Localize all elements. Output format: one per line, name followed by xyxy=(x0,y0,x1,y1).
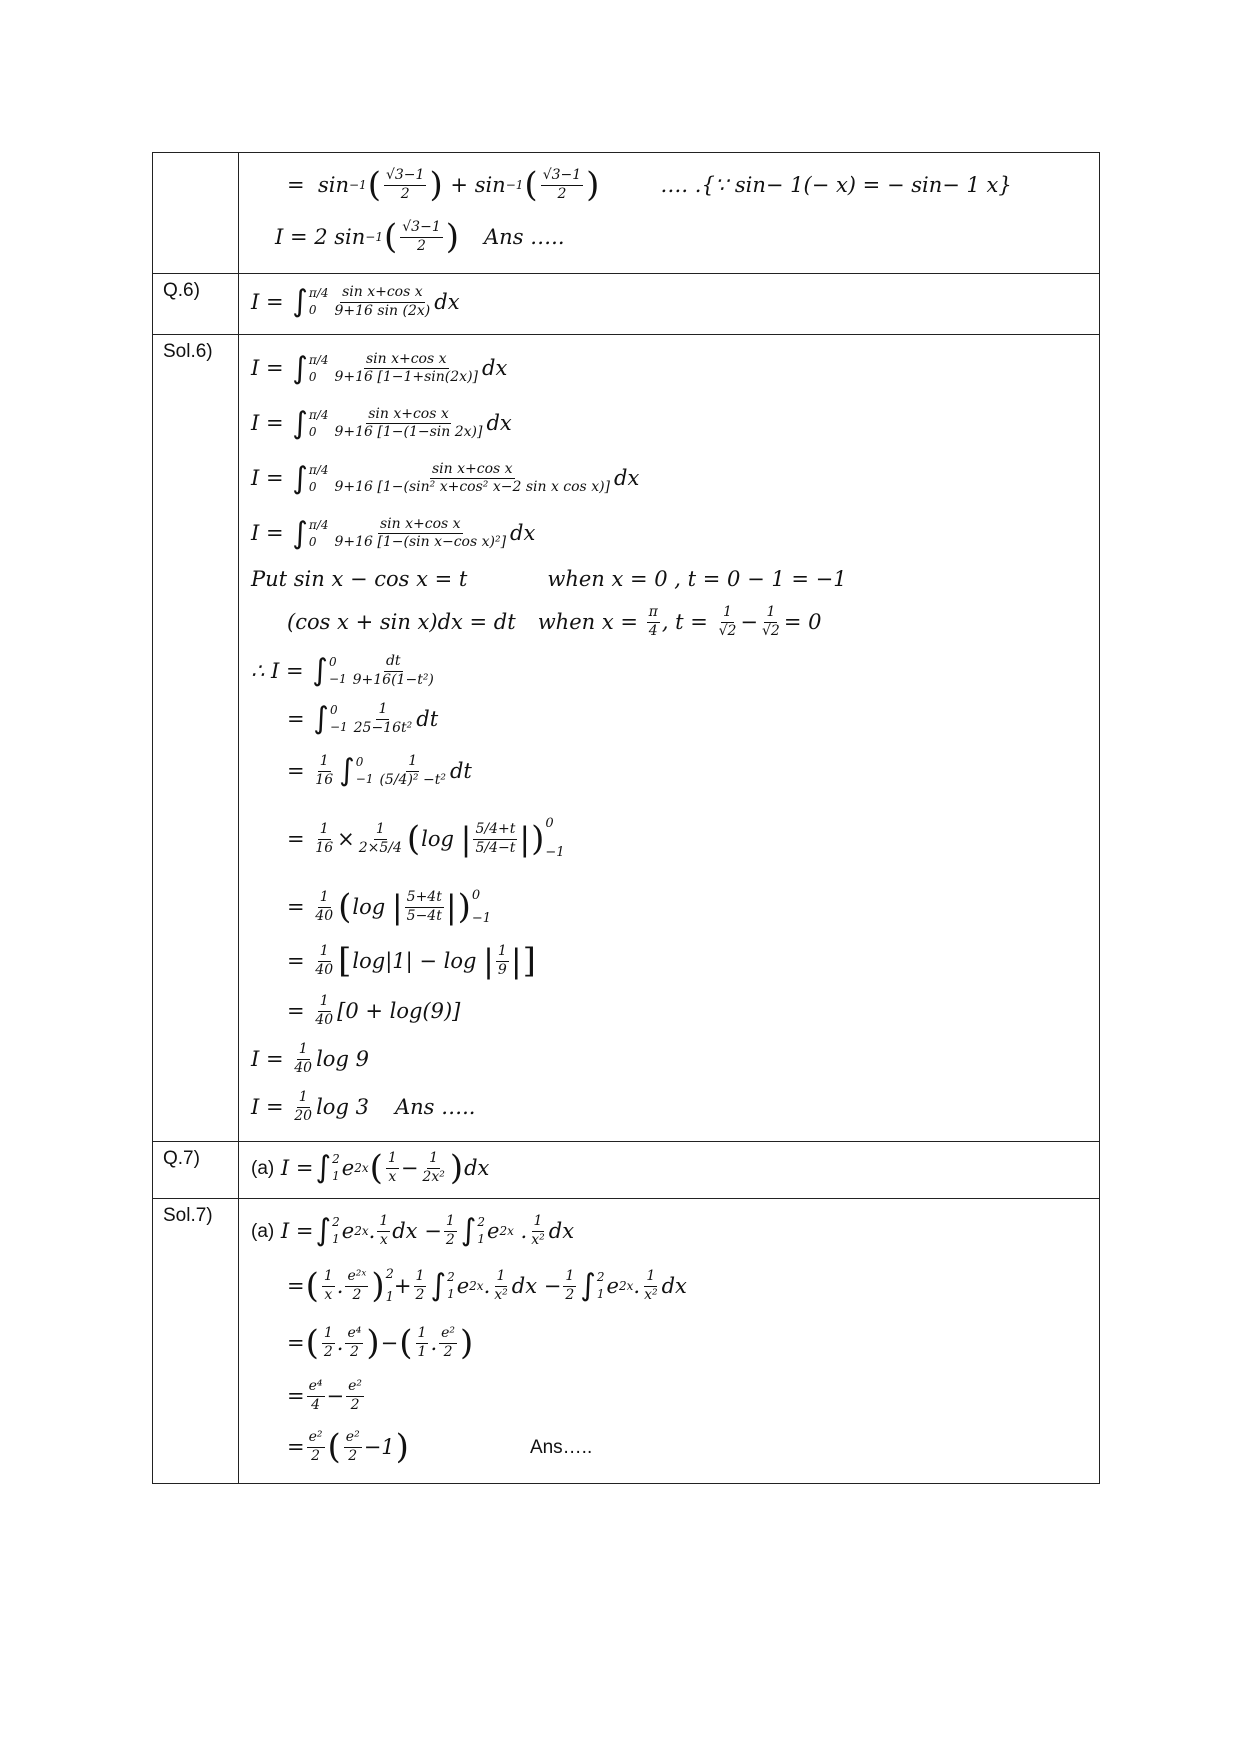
sin-function: sin xyxy=(317,172,349,197)
solution-label-sol6: Sol.6) xyxy=(153,335,239,1141)
sol7-step-3: = ( $\frac{1}{2}$ . $\frac{\text{e⁴}}{2}$ ) − ( $\frac{1}{1}$ . $\frac{\text{e²}}{2}$ ) xyxy=(287,1323,474,1363)
table-row-continuation xyxy=(153,153,1099,273)
identity-note: …. .{∵ sin− 1(− x) = − sin− 1 x} xyxy=(660,172,1012,197)
sol6-transformed: ∴ I = ∫ 0 −1 $\frac{dt}{\text{9+16(1−t²)}}$ xyxy=(251,653,434,688)
sol6-result-final: I = $\frac{1}{20}$ log 3 Ans ….. xyxy=(251,1089,476,1124)
sol6-log-formula: = $\frac{1}{16}$ × $\frac{1}{2\times 5/4}$ ( log | $\frac{5/4+t}{5/4-t}$ | ) 0 −1 xyxy=(287,816,565,860)
table-row-sol7 xyxy=(153,1198,1099,1483)
answer-mark-sol6: Ans ….. xyxy=(394,1094,476,1119)
continuation-line-2: I = 2 sin −1 ( $\frac{√3-1}{2}$ ) Ans ….. xyxy=(275,217,565,257)
q7-integral: (a) I = ∫ 2 1 e 2x ( $\frac{1}{x}$ − $\frac{1}{\text{2x²}}$ ) dx xyxy=(251,1148,490,1188)
sol7-step-2: = ( $\frac{1}{x}$ . $\frac{\text{e²ˣ}}{2}$ ) 2 1 + $\frac{1}{2}$ ∫ 2 1 e 2x . $\frac{1}{\text{x²}}$ dx − $\frac{1}{2}$ ∫ 2 1 e 2x . $\frac{1}{\text{x²}}$ dx xyxy=(287,1266,687,1306)
sqrt3-fraction-2: $\frac{√3-1}{2}$ xyxy=(542,167,582,202)
row-label-empty xyxy=(153,153,239,273)
inverse-exponent: −1 xyxy=(349,178,367,192)
inverse-exponent-2: −1 xyxy=(505,178,524,192)
sol6-evaluate-2: = $\frac{1}{40}$ [0 + log(9)] xyxy=(287,993,461,1028)
q7-cell xyxy=(239,1142,1099,1198)
sol7-step-1: (a) I = ∫ 2 1 e 2x . $\frac{1}{x}$ dx − $\frac{1}{2}$ ∫ 2 1 e 2x . $\frac{1}{\text{x²}}$ dx xyxy=(251,1213,575,1248)
question-label-q6: Q.6) xyxy=(153,274,239,334)
sol6-step-4: I = ∫ π/4 0 $\frac{\text{sin x+cos x}}{\text{9+16 [1−(sin x−cos x)²]}}$ dx xyxy=(251,515,536,551)
sqrt3-fraction-3: $\frac{√3-1}{2}$ xyxy=(402,219,441,254)
equals-sign: = xyxy=(287,172,305,197)
question-label-q7: Q.7) xyxy=(153,1142,239,1198)
dx: dx xyxy=(434,289,460,314)
solution-label-sol7: Sol.7) xyxy=(153,1199,239,1483)
sol7-step-4: = $\frac{\text{e⁴}}{4}$ − $\frac{\text{e²}}{2}$ xyxy=(287,1378,363,1413)
answer-mark: Ans ….. xyxy=(484,224,565,249)
sin-function-2: sin xyxy=(474,172,506,197)
sol6-evaluate: = $\frac{1}{40}$ [ log|1| − log | $\frac{1}{9}$ | ] xyxy=(287,941,536,981)
sol6-result-1: I = $\frac{1}{40}$ log 9 xyxy=(251,1041,369,1076)
sol6-log-simplified: = $\frac{1}{40}$ ( log | $\frac{5+4t}{5-4t}$ | ) 0 −1 xyxy=(287,887,492,927)
q6-fraction: $\frac{\text{sin x+cos x}}{9+16 \sin (2x)}$ xyxy=(334,284,431,319)
sol6-substitution: Put sin x − cos x = t when x = 0 , t = 0 − 1 = −1 xyxy=(251,566,847,591)
inverse-exponent-3: −1 xyxy=(365,230,383,244)
q6-integral xyxy=(251,280,1089,324)
solution-table xyxy=(152,152,1100,1484)
sol7-cell xyxy=(239,1199,1099,1483)
result-lhs: I = 2 sin xyxy=(275,224,366,249)
sol6-standard-form: = $\frac{1}{16}$ ∫ 0 −1 $\frac{1}{\text{(5/4)² −t²}}$ dt xyxy=(287,753,472,788)
sol6-differential: (cos x + sin x)dx = dt when x = $\frac{\pi}{4}$ , t = $\frac{1}{√2}$ − $\frac{1}{√2}$ = 0 xyxy=(287,604,822,639)
table-row-q6 xyxy=(153,273,1099,334)
q6-lhs: I = xyxy=(251,289,284,314)
sol6-step-3: I = ∫ π/4 0 $\frac{\text{sin x+cos x}}{\text{9+16 [1−(sin² x+cos² x−2 sin x cos x)]}}$ dx xyxy=(251,460,640,496)
continuation-line-1: = sin −1 ( $\frac{√3-1}{2}$ ) + sin −1 ( $\frac{√3-1}{2}$ ) …. .{∵ sin− 1(− x) = − sin− 1 x} xyxy=(287,165,1012,205)
q6-cell xyxy=(239,274,1099,334)
table-row-q7 xyxy=(153,1141,1099,1198)
sqrt3-fraction: $\frac{√3-1}{2}$ xyxy=(385,167,425,202)
sol6-simplified: = ∫ 0 −1 $\frac{1}{\text{25−16t²}}$ dt xyxy=(287,701,439,736)
sol6-cell xyxy=(239,335,1099,1141)
sol6-step-1: I = ∫ π/4 0 $\frac{\text{sin x+cos x}}{9+16 [1-1+\sin(2x)]}$ dx xyxy=(251,350,508,386)
sol7-step-5: = $\frac{\text{e²}}{2}$ ( $\frac{\text{e²}}{2}$ − 1 ) Ans….. xyxy=(287,1427,593,1467)
plus-sign: + xyxy=(450,172,468,197)
table-row-sol6 xyxy=(153,334,1099,1141)
sol6-step-2: I = ∫ π/4 0 $\frac{\text{sin x+cos x}}{9+16 [1-(1-\sin 2x)]}$ dx xyxy=(251,405,512,441)
answer-mark-sol7: Ans….. xyxy=(529,1436,593,1458)
integral-sign: ∫ π/4 0 xyxy=(292,284,329,319)
continuation-cell xyxy=(239,153,1099,273)
